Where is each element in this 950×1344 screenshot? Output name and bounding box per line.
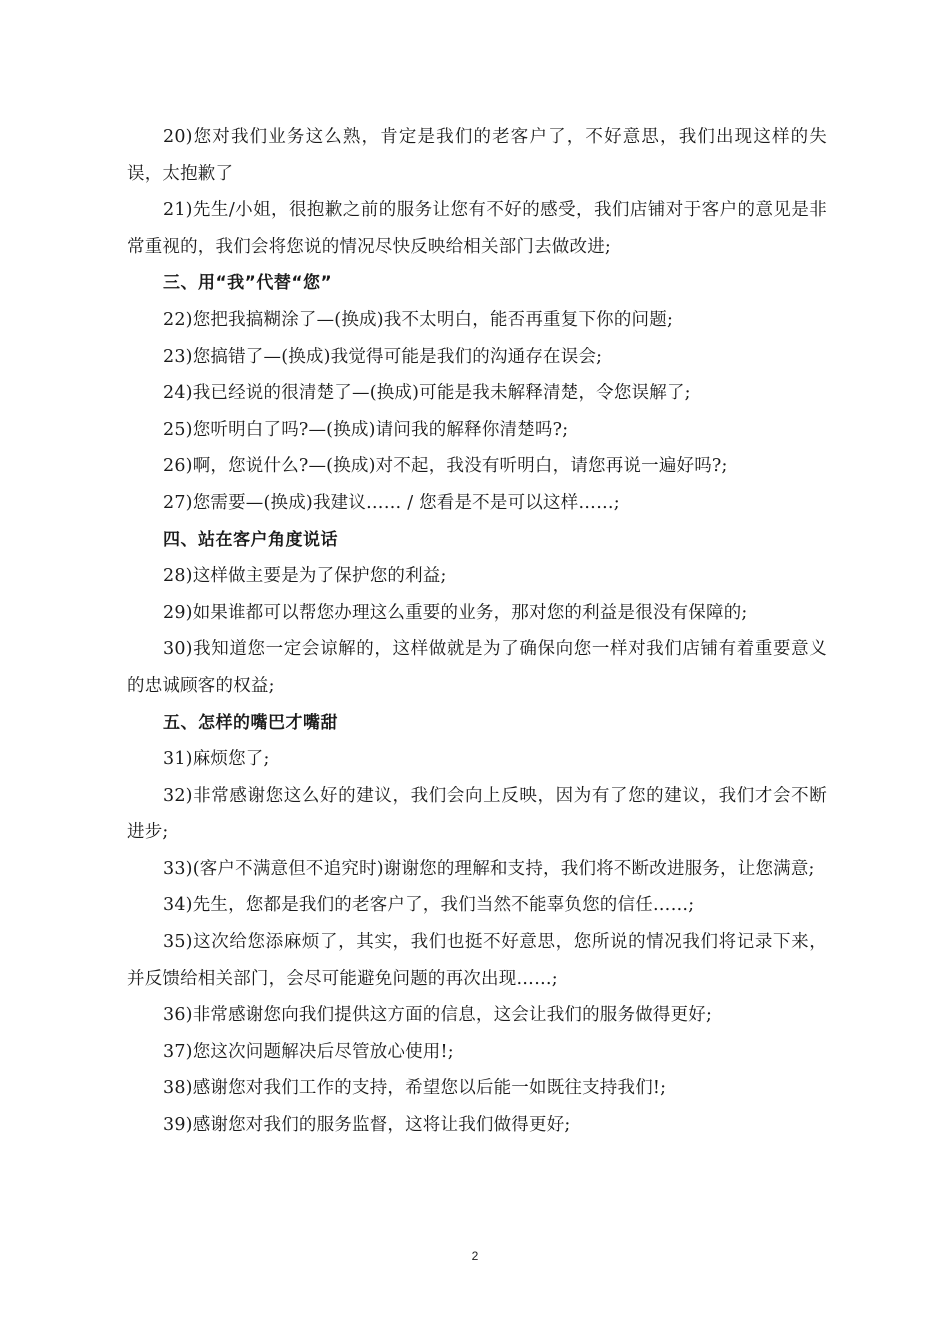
paragraph: 34)先生，您都是我们的老客户了，我们当然不能辜负您的信任……;: [163, 895, 695, 916]
paragraph: 36)非常感谢您向我们提供这方面的信息，这会让我们的服务做得更好;: [163, 1005, 713, 1026]
section-heading: 五、怎样的嘴巴才嘴甜: [163, 712, 338, 733]
page-number: 2: [471, 1249, 479, 1263]
paragraph: 37)您这次问题解决后尽管放心使用!;: [163, 1041, 454, 1062]
paragraph: 33)(客户不满意但不追究时)谢谢您的理解和支持，我们将不断改进服务，让您满意;: [163, 858, 815, 879]
paragraph: 31)麻烦您了;: [163, 749, 270, 770]
paragraph: 39)感谢您对我们的服务监督，这将让我们做得更好;: [163, 1115, 571, 1136]
paragraph: 38)感谢您对我们工作的支持，希望您以后能一如既往支持我们!;: [163, 1078, 667, 1099]
document-body: [127, 119, 827, 1144]
paragraph: 21)先生/小姐，很抱歉之前的服务让您有不好的感受，我们店铺对于客户的意见是非常重视的，我们会将您说的情况尽快反映给相关部门去做改进;: [127, 200, 827, 257]
paragraph: 24)我已经说的很清楚了—(换成)可能是我未解释清楚，令您误解了;: [163, 383, 691, 404]
paragraph: 35)这次给您添麻烦了，其实，我们也挺不好意思，您所说的情况我们将记录下来，并反馈给相关部门，会尽可能避免问题的再次出现……;: [127, 932, 827, 989]
paragraph: 29)如果谁都可以帮您办理这么重要的业务，那对您的利益是很没有保障的;: [163, 602, 748, 623]
section-heading: 四、站在客户角度说话: [163, 529, 338, 550]
paragraph: 30)我知道您一定会谅解的，这样做就是为了确保向您一样对我们店铺有着重要意义的忠诚顾客的权益;: [127, 639, 827, 696]
paragraph: 23)您搞错了—(换成)我觉得可能是我们的沟通存在误会;: [163, 346, 603, 367]
paragraph: 25)您听明白了吗?—(换成)请问我的解释你清楚吗?;: [163, 419, 569, 440]
paragraph: 26)啊，您说什么?—(换成)对不起，我没有听明白，请您再说一遍好吗?;: [163, 456, 728, 477]
paragraph: 20)您对我们业务这么熟，肯定是我们的老客户了，不好意思，我们出现这样的失误，太抱歉了: [127, 127, 827, 184]
section-heading: 三、用“我”代替“您”: [163, 273, 333, 294]
paragraph: 28)这样做主要是为了保护您的利益;: [163, 566, 447, 587]
paragraph: 27)您需要—(换成)我建议…… / 您看是不是可以这样……;: [163, 492, 620, 513]
paragraph: 22)您把我搞糊涂了—(换成)我不太明白，能否再重复下你的问题;: [163, 309, 674, 330]
paragraph: 32)非常感谢您这么好的建议，我们会向上反映，因为有了您的建议，我们才会不断进步;: [127, 785, 827, 843]
